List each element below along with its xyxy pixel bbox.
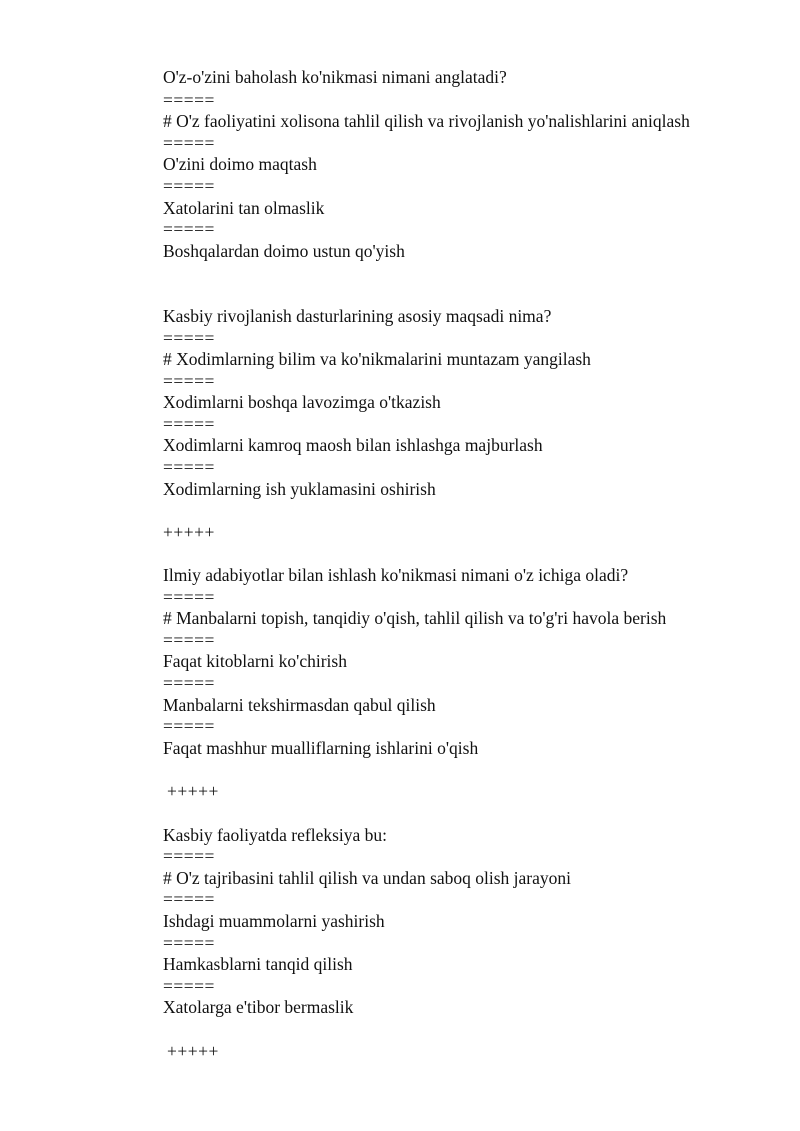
separator: ===== <box>163 371 215 391</box>
answer-option-correct: # Xodimlarning bilim va ko'nikmalarini muntazam yangilash <box>163 349 591 369</box>
separator: ===== <box>163 933 215 953</box>
separator: ===== <box>163 414 215 434</box>
answer-option: Xatolarga e'tibor bermaslik <box>163 997 354 1017</box>
separator: ===== <box>163 716 215 736</box>
separator: ===== <box>163 133 215 153</box>
answer-option: Faqat kitoblarni ko'chirish <box>163 651 347 671</box>
separator: ===== <box>163 176 215 196</box>
separator: ===== <box>163 976 215 996</box>
separator: ===== <box>163 219 215 239</box>
question-text: Kasbiy rivojlanish dasturlarining asosiy maqsadi nima? <box>163 306 552 326</box>
answer-option-correct: # Manbalarni topish, tanqidiy o'qish, tahlil qilish va to'g'ri havola berish <box>163 608 667 628</box>
answer-option: Xatolarini tan olmaslik <box>163 198 325 218</box>
question-text: Kasbiy faoliyatda refleksiya bu: <box>163 825 388 845</box>
separator: ===== <box>163 328 215 348</box>
separator: ===== <box>163 846 215 866</box>
answer-option-correct: # O'z tajribasini tahlil qilish va undan saboq olish jarayoni <box>163 868 572 888</box>
separator: ===== <box>163 889 215 909</box>
answer-option: Hamkasblarni tanqid qilish <box>163 954 353 974</box>
end-marker: +++++ <box>167 1041 219 1061</box>
answer-option: O'zini doimo maqtash <box>163 154 317 174</box>
question-text: O'z-o'zini baholash ko'nikmasi nimani anglatadi? <box>163 67 507 87</box>
end-marker: +++++ <box>163 522 215 542</box>
answer-option: Ishdagi muammolarni yashirish <box>163 911 385 931</box>
answer-option: Xodimlarni kamroq maosh bilan ishlashga majburlash <box>163 435 543 455</box>
question-text: Ilmiy adabiyotlar bilan ishlash ko'nikmasi nimani o'z ichiga oladi? <box>163 565 629 585</box>
answer-option: Xodimlarning ish yuklamasini oshirish <box>163 479 436 499</box>
separator: ===== <box>163 457 215 477</box>
separator: ===== <box>163 587 215 607</box>
separator: ===== <box>163 673 215 693</box>
answer-option: Xodimlarni boshqa lavozimga o'tkazish <box>163 392 441 412</box>
answer-option-correct: # O'z faoliyatini xolisona tahlil qilish va rivojlanish yo'nalishlarini aniqlash <box>163 111 690 131</box>
separator: ===== <box>163 630 215 650</box>
end-marker: +++++ <box>167 781 219 801</box>
separator: ===== <box>163 90 215 110</box>
answer-option: Boshqalardan doimo ustun qo'yish <box>163 241 405 261</box>
answer-option: Manbalarni tekshirmasdan qabul qilish <box>163 695 436 715</box>
answer-option: Faqat mashhur mualliflarning ishlarini o'qish <box>163 738 479 758</box>
